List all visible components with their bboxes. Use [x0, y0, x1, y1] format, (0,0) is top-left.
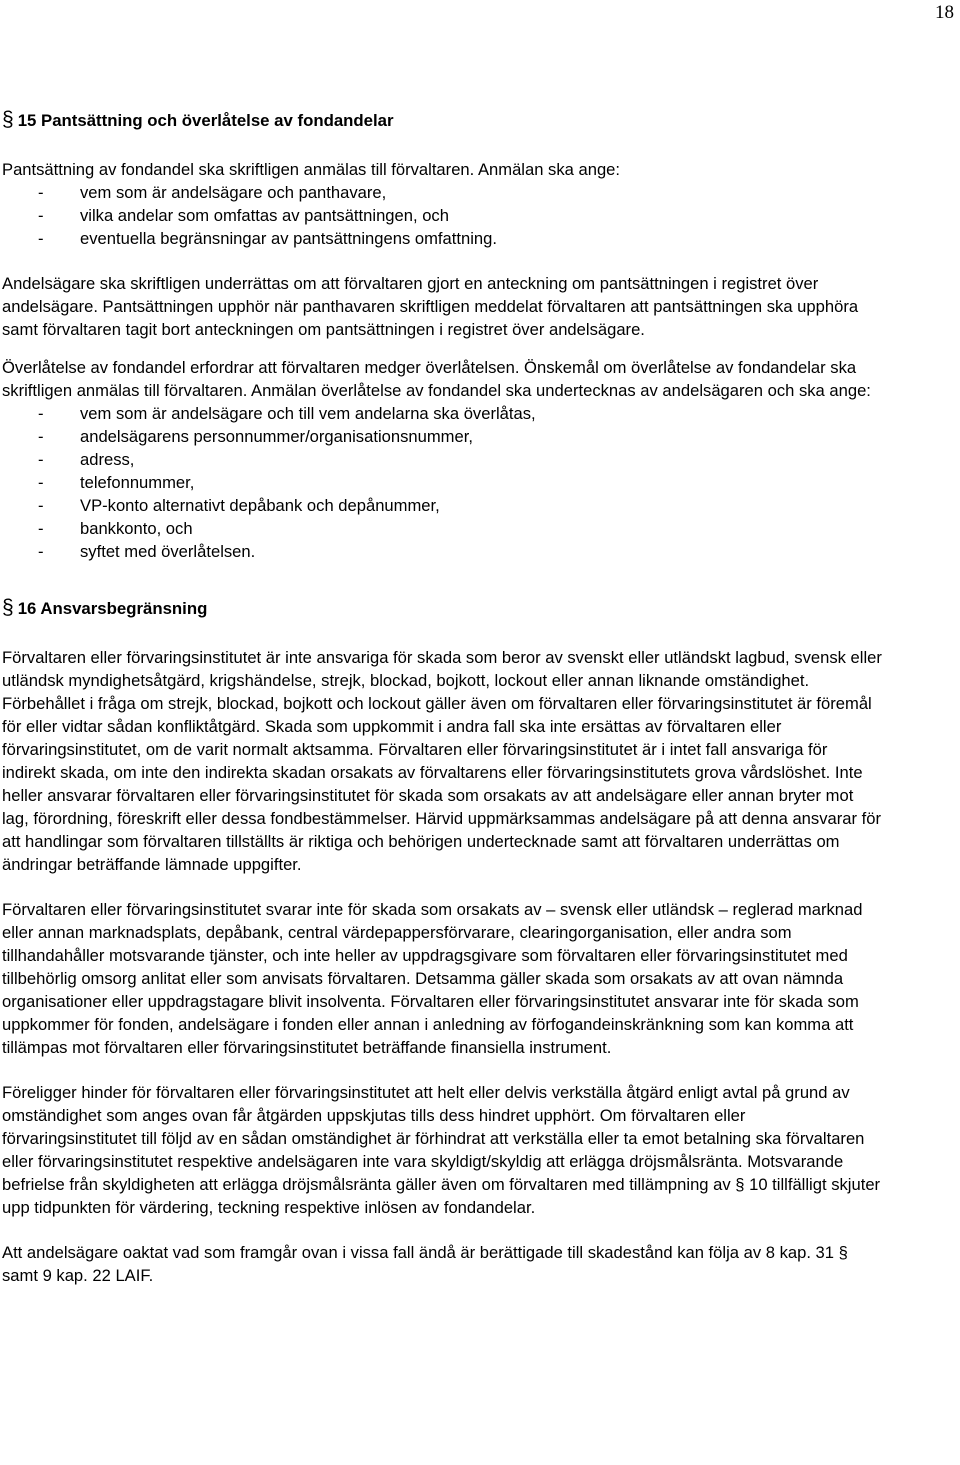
list-item: - vem som är andelsägare och till vem andelarna ska överlåtas,	[2, 402, 882, 425]
section-16-heading	[2, 596, 882, 619]
list-item: - adress,	[2, 448, 882, 471]
pledge-requirements-list	[2, 181, 882, 250]
list-item: - andelsägarens personnummer/organisationsnummer,	[2, 425, 882, 448]
section-symbol: §	[2, 108, 14, 131]
list-item: - VP-konto alternativt depåbank och depånummer,	[2, 494, 882, 517]
section-16-paragraph-1: Förvaltaren eller förvaringsinstitutet är inte ansvariga för skada som beror av svenskt eller utländskt lagbud, svensk eller utländsk myndighetsåtgärd, krigshändelse, strejk, blockad, bojkott, lockout eller annan liknande omständighet. Förbehållet i fråga om strejk, blockad, bojkott och lockout gäller även om förvaltaren eller förvaringsinstitutet är föremål för eller vidtar sådan konfliktåtgärd. Skada som uppkommit i andra fall ska inte ersättas av förvaltaren eller förvaringsinstitutet, om de varit normalt aktsamma. Förvaltaren eller förvaringsinstitutet är i intet fall ansvariga för indirekt skada, om inte den indirekta skadan orsakats av förvaltarens eller förvaringsinstitutets grova vårdslöshet. Inte heller ansvarar förvaltaren eller förvaringsinstitutet för skada som orsakats av att andelsägare eller annan bryter mot lag, förordning, föreskrift eller dessa fondbestämmelser. Härvid uppmärksammas andelsägare på att denna ansvarar för att handlingar som förvaltaren tillställts är riktiga och behörigen undertecknade samt att förvaltaren underrättas om ändringar beträffande lämnade uppgifter.	[2, 648, 882, 874]
list-item: - bankkonto, och	[2, 517, 882, 540]
list-item: - vem som är andelsägare och panthavare,	[2, 181, 882, 204]
transfer-requirements-list	[2, 402, 882, 563]
page-number: 18	[935, 2, 954, 23]
list-item: - eventuella begränsningar av pantsättningens omfattning.	[2, 227, 882, 250]
section-15-paragraph-2: Andelsägare ska skriftligen underrättas om att förvaltaren gjort en anteckning om pantsättningen i registret över andelsägare. Pantsättningen upphör när panthavaren skriftligen meddelat förvaltaren att pantsättningen ska upphöra samt förvaltaren tagit bort anteckningen om pantsättningen i registret över andelsägare.	[2, 274, 859, 339]
section-15-paragraph-3: Överlåtelse av fondandel erfordrar att förvaltaren medger överlåtelsen. Önskemål om överlåtelse av fondandelar ska skriftligen anmälas till förvaltaren. Anmälan överlåtelse av fondandel ska undertecknas av andelsägaren och ska ange:	[2, 358, 871, 400]
list-item: - syftet med överlåtelsen.	[2, 540, 882, 563]
document-body	[2, 108, 882, 1287]
list-item: - telefonnummer,	[2, 471, 882, 494]
section-15-title: 15 Pantsättning och överlåtelse av fondandelar	[17, 111, 394, 130]
section-symbol: §	[2, 596, 14, 619]
section-16-title: 16 Ansvarsbegränsning	[17, 599, 208, 618]
section-16-paragraph-4: Att andelsägare oaktat vad som framgår ovan i vissa fall ändå är berättigade till skadestånd kan följa av 8 kap. 31 § samt 9 kap. 22 LAIF.	[2, 1243, 848, 1285]
list-item: - vilka andelar som omfattas av pantsättningen, och	[2, 204, 882, 227]
section-16-paragraph-2: Förvaltaren eller förvaringsinstitutet svarar inte för skada som orsakats av – svensk eller utländsk – reglerad marknad eller annan marknadsplats, depåbank, central värdepappersförvarare, clearingorganisation, eller andra som tillhandahåller motsvarande tjänster, och inte heller av uppdragsgivare som förvaltaren eller förvaringsinstitutet med tillbehörlig omsorg anlitat eller som anvisats förvaltaren. Detsamma gäller skada som orsakats av att ovan nämnda organisationer eller uppdragstagare blivit insolventa. Förvaltaren eller förvaringsinstitutet ansvarar inte för skada som uppkommer för fonden, andelsägare i fonden eller annan i anledning av förfogandeinskränkning som kan komma att tillämpas mot förvaltaren eller förvaringsinstitutet beträffande finansiella instrument.	[2, 900, 863, 1057]
section-15-heading	[2, 108, 882, 131]
section-16-paragraph-3: Föreligger hinder för förvaltaren eller förvaringsinstitutet att helt eller delvis verkställa åtgärd enligt avtal på grund av omständighet som anges ovan får åtgärden uppskjutas tills dess hindret upphört. Om förvaltaren eller förvaringsinstitutet till följd av en sådan omständighet är förhindrat att verkställa eller ta emot betalning ska förvaltaren eller förvaringsinstitutet respektive andelsägaren inte vara skyldigt/skyldig att erlägga dröjsmålsränta. Motsvarande befrielse från skyldigheten att erlägga dröjsmålsränta gäller även om förvaltaren med tillämpning av § 10 tillfälligt skjuter upp tidpunkten för värdering, teckning respektive inlösen av fondandelar.	[2, 1083, 881, 1217]
section-15-intro: Pantsättning av fondandel ska skriftligen anmälas till förvaltaren. Anmälan ska ange:	[2, 160, 621, 179]
